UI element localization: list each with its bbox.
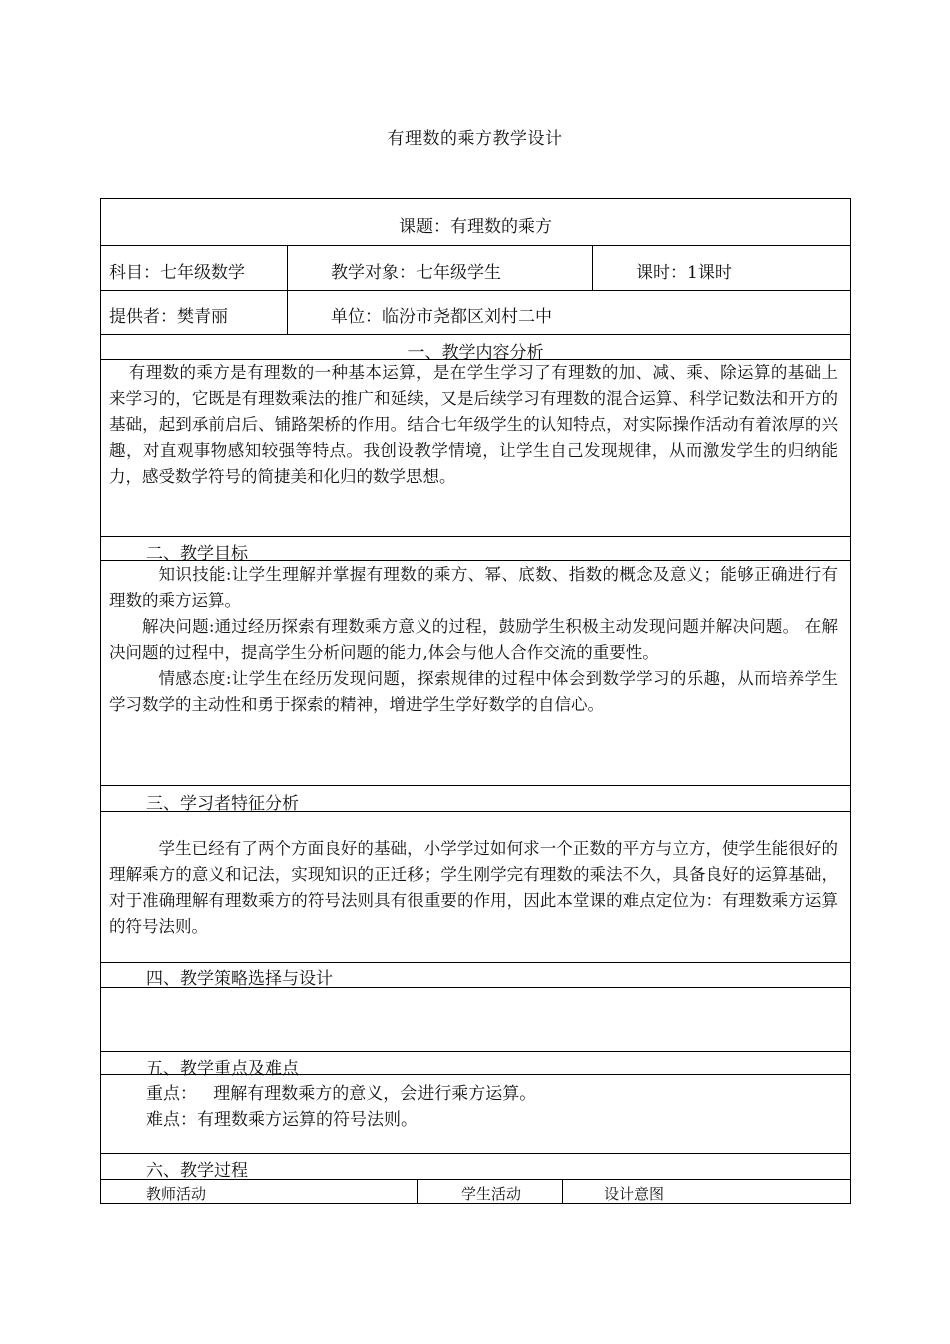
section-heading: 六、教学过程 xyxy=(146,1161,248,1181)
paragraph: 解决问题:通过经历探索有理数乘方意义的过程，鼓励学生积极主动发现问题并解决问题。 在解决问题的过程中，提高学生分析问题的能力,体会与他人合作交流的重要性。 xyxy=(109,617,838,662)
subject-cell: 科目：七年级数学 xyxy=(109,263,245,283)
divider xyxy=(101,987,850,988)
divider xyxy=(101,811,850,812)
content-analysis-text xyxy=(109,360,838,490)
paragraph: 情感态度:让学生在经历发现问题，探索规律的过程中体会到数学学习的乐趣，从而培养学生学习数学的主动性和勇于探索的精神，增进学生学好数学的自信心。 xyxy=(109,669,838,714)
divider xyxy=(101,785,850,786)
divider xyxy=(101,1074,850,1075)
key-point-text: 重点： 理解有理数乘方的意义，会进行乘方运算。 xyxy=(146,1084,537,1104)
column-header-teacher: 教师活动 xyxy=(146,1185,207,1203)
divider xyxy=(417,1179,418,1204)
difficulty-text: 难点：有理数乘方运算的符号法则。 xyxy=(146,1110,418,1130)
column-header-student: 学生活动 xyxy=(461,1185,522,1203)
divider xyxy=(101,560,850,561)
divider xyxy=(562,1179,563,1204)
lesson-plan-table xyxy=(100,198,851,1204)
divider xyxy=(101,962,850,963)
document-title: 有理数的乘方教学设计 xyxy=(387,129,563,149)
paragraph: 知识技能:让学生理解并掌握有理数的乘方、幂、底数、指数的概念及意义；能够正确进行有理数的乘方运算。 xyxy=(109,565,838,610)
learner-analysis-text xyxy=(109,836,838,940)
audience-cell: 教学对象：七年级学生 xyxy=(331,263,501,283)
section-heading: 四、教学策略选择与设计 xyxy=(146,969,333,989)
paragraph: 有理数的乘方是有理数的一种基本运算，是在学生学习了有理数的加、减、乘、除运算的基础上来学习的，它既是有理数乘法的推广和延续，又是后续学习有理数的混合运算、科学记数法和开方的基础，起到承前启后、铺路架桥的作用。结合七年级学生的认知特点，对实际操作活动有着浓厚的兴趣，对直观事物感知较强等特点。我创设教学情境，让学生自己发现规律，从而激发学生的归纳能力，感受数学符号的简捷美和化归的数学思想。 xyxy=(109,363,838,486)
divider xyxy=(101,334,850,335)
section-heading: 一、教学内容分析 xyxy=(407,343,544,363)
hours-cell: 课时：1课时 xyxy=(636,263,732,283)
divider xyxy=(101,536,850,537)
section-heading: 五、教学重点及难点 xyxy=(146,1059,299,1079)
provider-cell: 提供者：樊青丽 xyxy=(109,307,228,327)
unit-cell: 单位：临汾市尧都区刘村二中 xyxy=(331,307,552,327)
divider xyxy=(101,290,850,291)
divider xyxy=(101,1179,850,1180)
divider xyxy=(101,1153,850,1154)
teaching-goals-text xyxy=(109,562,838,718)
column-header-intent: 设计意图 xyxy=(604,1185,665,1203)
divider xyxy=(592,245,593,290)
divider xyxy=(101,245,850,246)
section-heading: 三、学习者特征分析 xyxy=(146,794,299,814)
paragraph: 学生已经有了两个方面良好的基础，小学学过如何求一个正数的平方与立方，使学生能很好的理解乘方的意义和记法，实现知识的正迁移；学生刚学完有理数的乘法不久，具备良好的运算基础，对于准确理解有理数乘方的符号法则具有很重要的作用，因此本堂课的难点定位为：有理数乘方运算的符号法则。 xyxy=(109,839,838,936)
section-heading: 二、教学目标 xyxy=(146,544,248,564)
topic-cell: 课题：有理数的乘方 xyxy=(399,217,552,237)
divider xyxy=(101,1051,850,1052)
